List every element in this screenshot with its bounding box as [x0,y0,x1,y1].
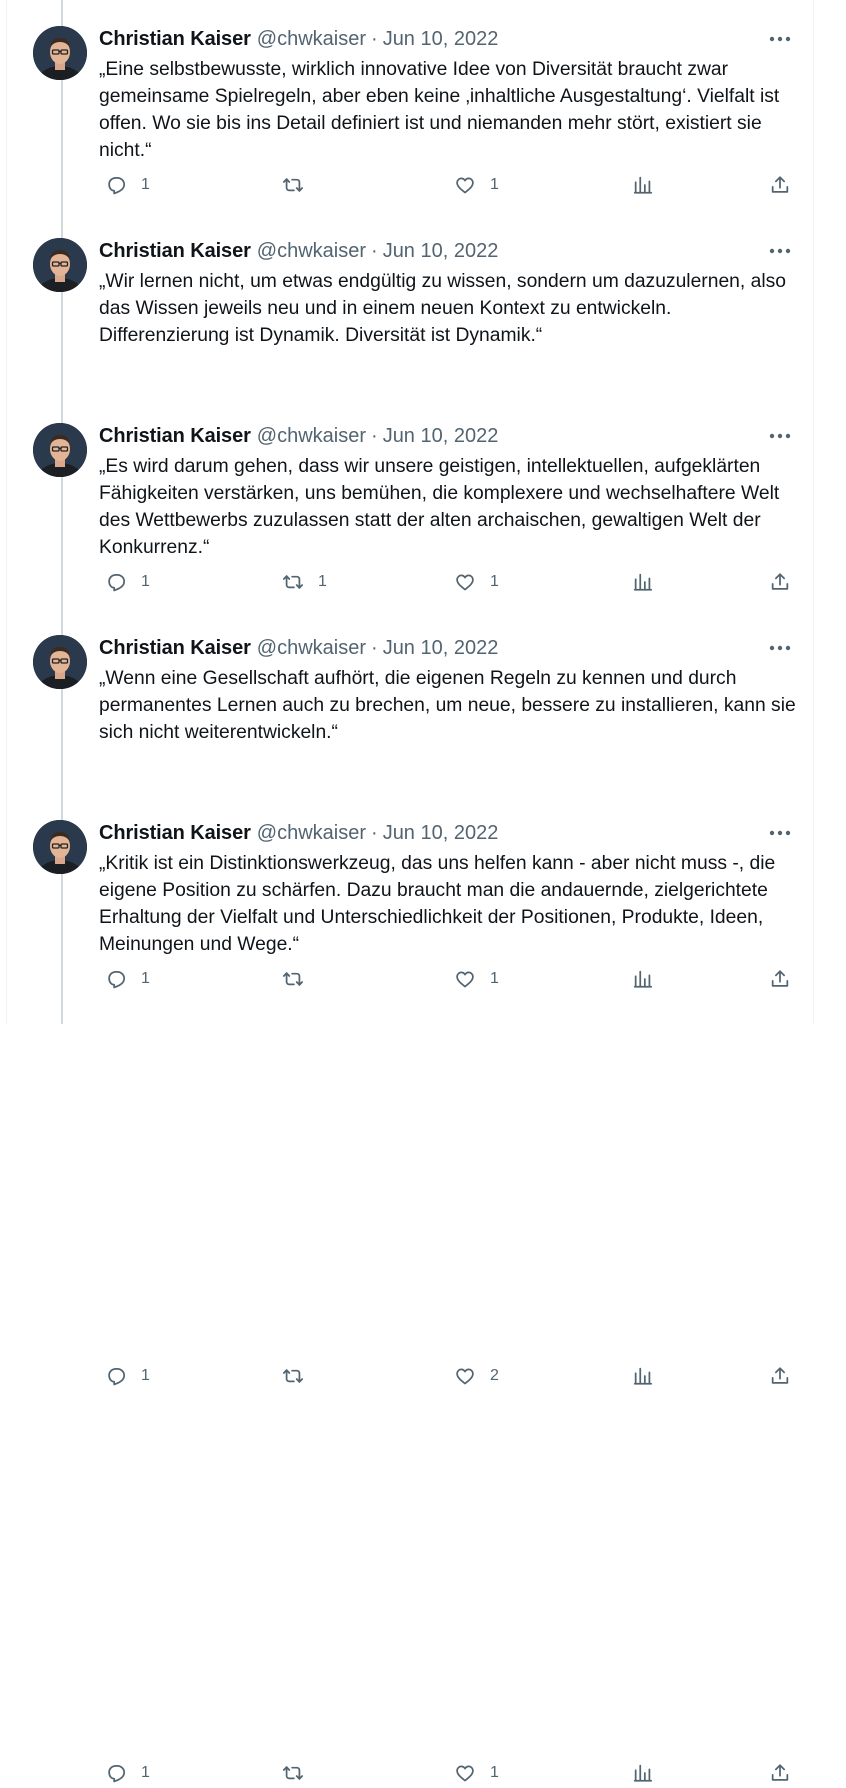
retweet-button[interactable] [282,1361,318,1391]
retweet-button[interactable] [282,1758,318,1788]
like-button[interactable] [454,1758,499,1788]
views-button[interactable] [632,170,654,200]
like-icon [454,1365,476,1387]
like-count: 1 [490,1764,499,1781]
reply-icon [105,1365,127,1387]
author-handle[interactable]: @chwkaiser [256,27,367,50]
like-count: 1 [490,176,499,193]
more-icon[interactable] [767,28,793,50]
views-icon [632,1762,654,1784]
tweet-header [99,820,795,846]
tweet-text: „Wenn eine Gesellschaft aufhört, die eigenen Regeln zu kennen und durch permanentes Lernen auch zu brechen, um neue, bessere zu installieren, kann sie sich nicht weiterentwickeln.“ [99,668,796,743]
reply-button[interactable] [105,567,150,597]
tweet-actions [99,1361,799,1391]
share-icon [769,1365,791,1387]
author-handle[interactable]: @chwkaiser [256,821,367,844]
author-name[interactable]: Christian Kaiser [99,27,251,50]
like-icon [454,968,476,990]
separator: · [371,27,378,50]
avatar[interactable] [33,26,87,80]
views-button[interactable] [632,964,654,994]
reply-icon [105,968,127,990]
views-icon [632,174,654,196]
avatar[interactable] [33,238,87,292]
like-button[interactable] [454,964,499,994]
more-icon[interactable] [767,822,793,844]
author-name[interactable]: Christian Kaiser [99,424,251,447]
views-button[interactable] [632,1758,654,1788]
share-icon [769,1762,791,1784]
like-count: 1 [490,970,499,987]
separator: · [371,424,378,447]
reply-button[interactable] [105,170,150,200]
reply-count: 1 [141,176,150,193]
author-name[interactable]: Christian Kaiser [99,636,251,659]
views-icon [632,968,654,990]
tweet-header [99,26,795,52]
share-button[interactable] [769,170,791,200]
avatar[interactable] [33,820,87,874]
tweet-text: „Es wird darum gehen, dass wir unsere geistigen, intellektuellen, aufgeklärten Fähigkeiten verstärken, uns bemühen, die komplexere und wechselhaftere Welt des Wettbewerbs zuzulassen statt der alten archaischen, gewaltigen Welt der Konkurrenz.“ [99,456,780,558]
tweet-actions [99,567,799,597]
author-handle[interactable]: @chwkaiser [256,424,367,447]
reply-count: 1 [141,970,150,987]
share-icon [769,968,791,990]
share-button[interactable] [769,964,791,994]
reply-button[interactable] [105,1758,150,1788]
like-count: 2 [490,1367,499,1384]
like-count: 1 [490,573,499,590]
retweet-icon [282,174,304,196]
views-button[interactable] [632,1361,654,1391]
retweet-button[interactable] [282,567,327,597]
separator: · [371,821,378,844]
tweet-date[interactable]: Jun 10, 2022 [382,239,499,262]
reply-button[interactable] [105,964,150,994]
author-name[interactable]: Christian Kaiser [99,239,251,262]
tweet-actions [99,1758,799,1788]
reply-count: 1 [141,1367,150,1384]
tweet-date[interactable]: Jun 10, 2022 [382,821,499,844]
tweet-header [99,423,795,449]
tweet-header [99,635,795,661]
author-handle[interactable]: @chwkaiser [256,636,367,659]
tweet-actions [99,170,799,200]
retweet-button[interactable] [282,170,318,200]
author-handle[interactable]: @chwkaiser [256,239,367,262]
tweet-date[interactable]: Jun 10, 2022 [382,27,499,50]
share-icon [769,174,791,196]
tweet-text: „Kritik ist ein Distinktionswerkzeug, das uns helfen kann - aber nicht muss -, die eigene Position zu schärfen. Dazu braucht man die andauernde, zielgerichtete Erhaltung der Vielfalt und Unterschiedlichkeit der Positionen, Produkte, Ideen, Meinungen und Wege.“ [99,853,776,955]
separator: · [371,636,378,659]
tweet-date[interactable]: Jun 10, 2022 [382,424,499,447]
reply-icon [105,571,127,593]
views-icon [632,1365,654,1387]
views-icon [632,571,654,593]
avatar[interactable] [33,635,87,689]
like-icon [454,174,476,196]
tweet-actions [99,964,799,994]
retweet-icon [282,571,304,593]
share-button[interactable] [769,1361,791,1391]
tweet-text: „Eine selbstbewusste, wirklich innovative Idee von Diversität braucht zwar gemeinsame Spielregeln, aber eben keine ‚inhaltliche Ausgestaltung‘. Vielfalt ist offen. Wo sie bis ins Detail definiert ist und niemanden mehr stört, existiert sie nicht.“ [99,59,780,161]
reply-icon [105,174,127,196]
retweet-icon [282,1762,304,1784]
like-icon [454,571,476,593]
separator: · [371,239,378,262]
reply-count: 1 [141,573,150,590]
reply-icon [105,1762,127,1784]
retweet-icon [282,968,304,990]
retweet-icon [282,1365,304,1387]
like-button[interactable] [454,170,499,200]
retweet-button[interactable] [282,964,318,994]
tweet-header [99,238,795,264]
reply-count: 1 [141,1764,150,1781]
tweet-text: „Wir lernen nicht, um etwas endgültig zu wissen, sondern um dazuzulernen, also das Wissen jeweils neu und in einem neuen Kontext zu entwickeln. Differenzierung ist Dynamik. Diversität ist Dynamik.“ [99,271,786,346]
timeline [6,0,814,1781]
like-icon [454,1762,476,1784]
avatar[interactable] [33,423,87,477]
author-name[interactable]: Christian Kaiser [99,821,251,844]
reply-button[interactable] [105,1361,150,1391]
views-button[interactable] [632,567,654,597]
retweet-count: 1 [318,573,327,590]
share-icon [769,571,791,593]
more-icon[interactable] [767,425,793,447]
like-button[interactable] [454,567,499,597]
more-icon[interactable] [767,637,793,659]
like-button[interactable] [454,1361,499,1391]
share-button[interactable] [769,1758,791,1788]
more-icon[interactable] [767,240,793,262]
share-button[interactable] [769,567,791,597]
tweet-date[interactable]: Jun 10, 2022 [382,636,499,659]
